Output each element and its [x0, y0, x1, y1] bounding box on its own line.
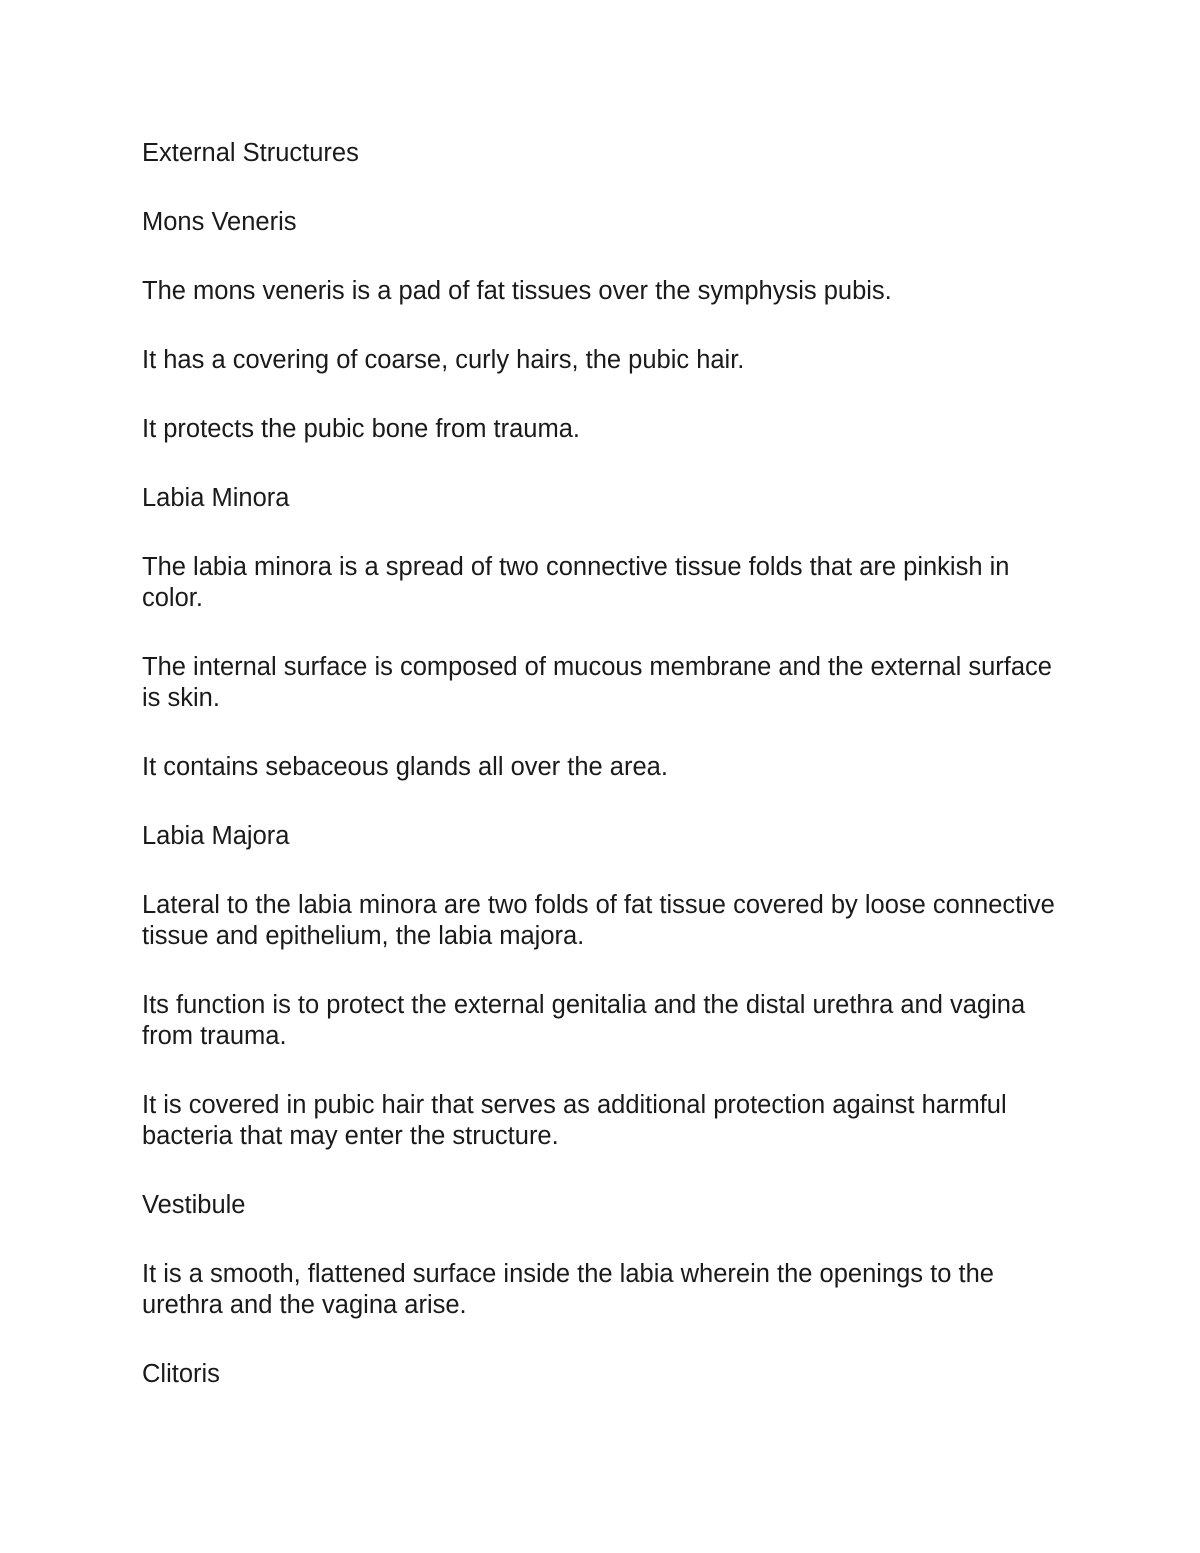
paragraph: Lateral to the labia minora are two folds of fat tissue covered by loose connective tissue and epithelium, the labia majora. — [142, 891, 1055, 950]
paragraph: It is a smooth, flattened surface inside the labia wherein the openings to the urethra and the vagina arise. — [142, 1260, 994, 1319]
subsection-heading: Labia Minora — [142, 484, 290, 512]
paragraph: It has a covering of coarse, curly hairs, the pubic hair. — [142, 346, 745, 374]
paragraph: It protects the pubic bone from trauma. — [142, 415, 580, 443]
paragraph: The mons veneris is a pad of fat tissues over the symphysis pubis. — [142, 277, 892, 305]
paragraph: The labia minora is a spread of two connective tissue folds that are pinkish in color. — [142, 553, 1010, 612]
subsection-heading: Clitoris — [142, 1360, 220, 1388]
paragraph: It is covered in pubic hair that serves as additional protection against harmful bacteria that may enter the structure. — [142, 1091, 1007, 1150]
subsection-heading: Vestibule — [142, 1191, 246, 1219]
section-heading: External Structures — [142, 139, 359, 167]
document-body — [142, 138, 1072, 1428]
paragraph: The internal surface is composed of mucous membrane and the external surface is skin. — [142, 653, 1052, 712]
subsection-heading: Labia Majora — [142, 822, 290, 850]
paragraph: Its function is to protect the external genitalia and the distal urethra and vagina from trauma. — [142, 991, 1026, 1050]
subsection-heading: Mons Veneris — [142, 208, 297, 236]
paragraph: It contains sebaceous glands all over the area. — [142, 753, 668, 781]
